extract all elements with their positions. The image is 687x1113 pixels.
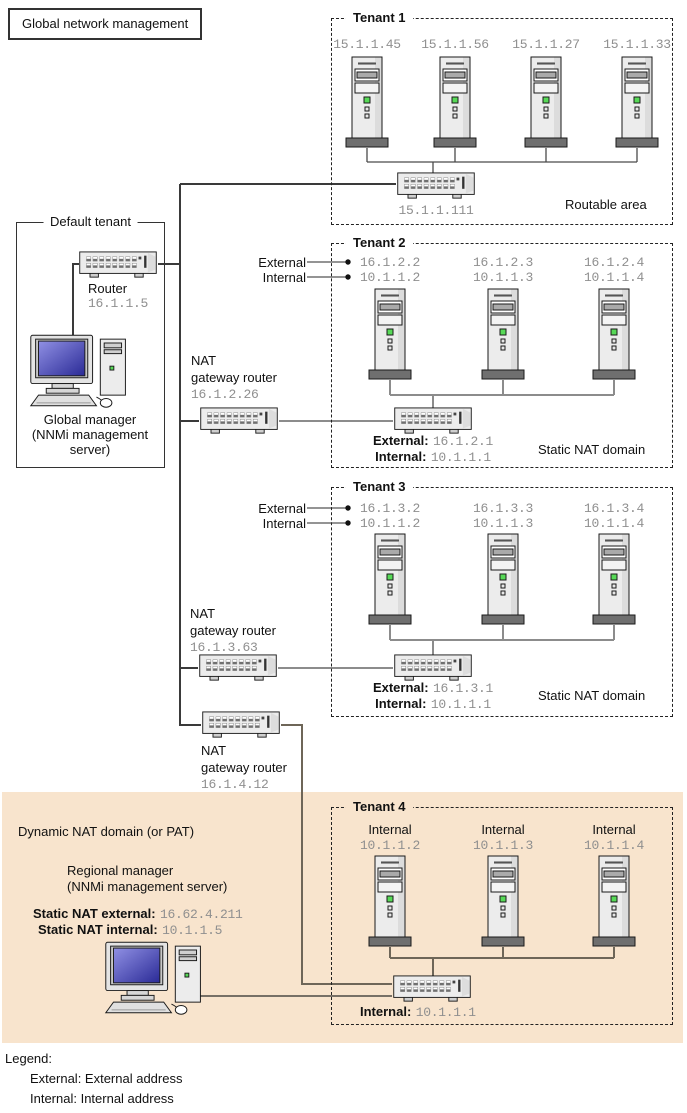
external-side-label: External	[258, 501, 306, 516]
tenant4-label: Tenant 4	[346, 799, 413, 814]
external-side-label: External	[258, 255, 306, 270]
nat-router-label: NAT gateway router 16.1.2.26	[191, 353, 277, 402]
static-nat-external-ip: 16.62.4.211	[160, 907, 243, 922]
server-external-ip: 16.1.2.4	[583, 255, 644, 270]
nat-gateway-router-icon	[201, 408, 278, 433]
switch-external-label: External:	[372, 433, 429, 448]
switch-internal-ip: 10.1.1.1	[415, 1005, 476, 1020]
internal-side-label: Internal	[262, 270, 306, 285]
switch-external-label: External:	[372, 680, 429, 695]
diagram-title: Global network management	[22, 16, 189, 31]
server-external-ip: 16.1.2.3	[472, 255, 533, 270]
default-tenant-label: Default tenant	[43, 214, 138, 229]
server-internal-ip: 10.1.1.4	[583, 516, 644, 531]
switch-internal-ip: 10.1.1.1	[430, 697, 491, 712]
router-label: Router	[88, 281, 128, 296]
switch-internal-ip: 10.1.1.1	[430, 450, 491, 465]
nat-router-ip: 16.1.2.26	[191, 387, 259, 402]
switch-external-ip: 16.1.2.1	[433, 434, 494, 449]
server-internal-ip: 10.1.1.2	[359, 516, 420, 531]
server-ip: 15.1.1.33	[603, 37, 671, 52]
server-ip: 15.1.1.45	[333, 37, 401, 52]
regional-manager-label: Regional manager	[67, 863, 174, 878]
switch-external-ip: 16.1.3.1	[433, 681, 494, 696]
switch-internal-label: Internal:	[375, 449, 427, 464]
server-address-pair	[453, 501, 553, 531]
nat-router-ip: 16.1.3.63	[190, 640, 258, 655]
switch-address-block	[353, 433, 513, 465]
server-address-pair	[453, 255, 553, 285]
nat-router-label: NAT gateway router 16.1.4.12	[201, 743, 287, 792]
dynamic-nat-label: Dynamic NAT domain (or PAT)	[18, 824, 195, 839]
nat-gateway-router-icon	[200, 655, 277, 680]
server-ip: 10.1.1.3	[472, 838, 533, 853]
internal-side-label: Internal	[262, 516, 306, 531]
server-internal-label: Internal	[481, 822, 525, 837]
server-internal-label: Internal	[592, 822, 636, 837]
server-address-pair	[340, 255, 440, 285]
switch-address-block	[353, 680, 513, 712]
server-internal-ip: 10.1.1.3	[472, 270, 533, 285]
server-external-ip: 16.1.3.2	[359, 501, 420, 516]
server-ip: 15.1.1.27	[512, 37, 580, 52]
switch-ip: 15.1.1.111	[398, 203, 474, 218]
nat-router-ip: 16.1.4.12	[201, 777, 269, 792]
area-label: Routable area	[565, 197, 647, 212]
static-nat-internal-line: Static NAT internal: 10.1.1.5	[38, 922, 223, 938]
server-address-pair	[564, 255, 664, 285]
nat-router-label: NAT gateway router 16.1.3.63	[190, 606, 276, 655]
switch-internal-line: Internal: 10.1.1.1	[360, 1004, 476, 1020]
server-external-ip: 16.1.3.4	[583, 501, 644, 516]
server-ip: 15.1.1.56	[421, 37, 489, 52]
tenant1-label: Tenant 1	[346, 10, 413, 25]
legend-item: External: External address	[30, 1071, 183, 1086]
nat-gateway-router-icon	[203, 712, 280, 737]
server-external-ip: 16.1.3.3	[472, 501, 533, 516]
switch-internal-label: Internal:	[375, 696, 427, 711]
global-manager-label: Global manager (NNMi management server)	[31, 412, 149, 457]
static-nat-external-line: Static NAT external: 16.62.4.211	[33, 906, 243, 922]
regional-manager-pc-icon	[106, 942, 201, 1014]
server-ip: 10.1.1.4	[583, 838, 644, 853]
static-nat-internal-ip: 10.1.1.5	[162, 923, 223, 938]
server-address-pair	[564, 501, 664, 531]
server-external-ip: 16.1.2.2	[359, 255, 420, 270]
tenant3-label: Tenant 3	[346, 479, 413, 494]
diagram-title-box	[8, 8, 202, 40]
server-ip: 10.1.1.2	[359, 838, 420, 853]
server-internal-ip: 10.1.1.3	[472, 516, 533, 531]
server-internal-label: Internal	[368, 822, 412, 837]
area-label: Static NAT domain	[538, 688, 646, 703]
area-label: Static NAT domain	[538, 442, 646, 457]
server-internal-ip: 10.1.1.4	[583, 270, 644, 285]
tenant2-label: Tenant 2	[346, 235, 413, 250]
server-address-pair	[340, 501, 440, 531]
server-internal-ip: 10.1.1.2	[359, 270, 420, 285]
regional-manager-sublabel: (NNMi management server)	[67, 879, 228, 894]
legend-title: Legend:	[5, 1051, 52, 1066]
legend-item: Internal: Internal address	[30, 1091, 174, 1106]
router-ip: 16.1.1.5	[88, 296, 149, 311]
